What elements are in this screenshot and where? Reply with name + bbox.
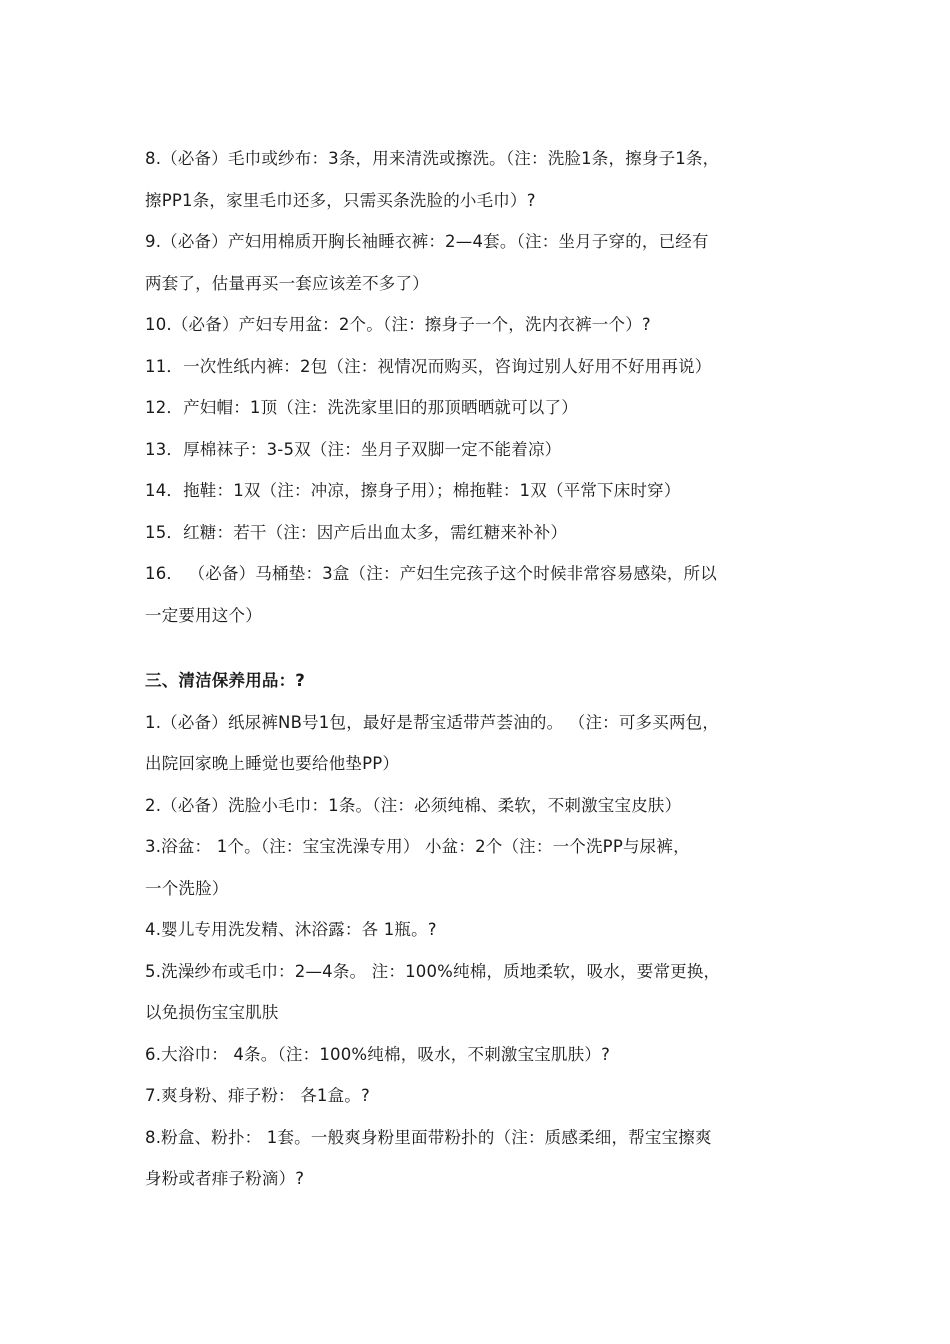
list-item-line: 8.粉盒、粉扑： 1套。一般爽身粉里面带粉扑的（注：质感柔细，帮宝宝擦爽 xyxy=(145,1127,712,1147)
list-item-line: 两套了，估量再买一套应该差不多了） xyxy=(145,273,429,293)
list-item-line: 1.（必备）纸尿裤NB号1包，最好是帮宝适带芦荟油的。 （注：可多买两包， xyxy=(145,712,720,732)
list-item-line: 10.（必备）产妇专用盆：2个。（注：擦身子一个，洗内衣裤一个）? xyxy=(145,315,651,334)
list-item-line: 12．产妇帽：1顶（注：洗洗家里旧的那顶晒晒就可以了） xyxy=(145,398,578,417)
list-item-line: 以免损伤宝宝肌肤 xyxy=(145,1003,279,1022)
list-item-line: 9.（必备）产妇用棉质开胸长袖睡衣裤：2—4套。（注：坐月子穿的，已经有 xyxy=(145,232,709,251)
list-item-line: 8.（必备）毛巾或纱布：3条，用来清洗或擦洗。（注：洗脸1条，擦身子1条， xyxy=(145,149,720,168)
list-item-line: 7.爽身粉、痱子粉： 各1盒。? xyxy=(145,1086,370,1105)
list-item-line: 出院回家晚上睡觉也要给他垫PP） xyxy=(145,754,400,773)
list-item-line: 4.婴儿专用洗发精、沐浴露：各 1瓶。? xyxy=(145,920,437,939)
section-spacer xyxy=(145,636,825,660)
document-body xyxy=(145,138,825,1200)
list-item-line: 2.（必备）洗脸小毛巾：1条。（注：必须纯棉、柔软，不刺激宝宝皮肤） xyxy=(145,795,682,815)
section-heading: 三、清洁保养用品：? xyxy=(145,671,306,690)
list-item-line: 14．拖鞋：1双（注：冲凉，擦身子用）；棉拖鞋：1双（平常下床时穿） xyxy=(145,481,681,500)
list-item-line: 11．一次性纸内裤：2包（注：视情况而购买，咨询过别人好用不好用再说） xyxy=(145,356,712,376)
list-item-line: 一定要用这个） xyxy=(145,605,262,625)
list-item-line: 13．厚棉袜子：3-5双（注：坐月子双脚一定不能着凉） xyxy=(145,439,562,459)
list-item-line: 6.大浴巾： 4条。（注：100%纯棉，吸水，不刺激宝宝肌肤）? xyxy=(145,1044,611,1064)
list-item-line: 15．红糖：若干（注：因产后出血太多，需红糖来补补） xyxy=(145,522,568,542)
list-item-line: 一个洗脸） xyxy=(145,878,229,898)
list-item-line: 5.洗澡纱布或毛巾：2—4条。 注：100%纯棉，质地柔软，吸水，要常更换， xyxy=(145,961,721,981)
list-item-line: 擦PP1条，家里毛巾还多，只需买条洗脸的小毛巾）? xyxy=(145,190,536,210)
list-item-line: 3.浴盆： 1个。（注：宝宝洗澡专用） 小盆：2个（注：一个洗PP与尿裤， xyxy=(145,837,690,856)
list-item-line: 身粉或者痱子粉滴）? xyxy=(145,1169,305,1188)
list-item-line: 16． （必备）马桶垫：3盒（注：产妇生完孩子这个时候非常容易感染，所以 xyxy=(145,564,717,583)
